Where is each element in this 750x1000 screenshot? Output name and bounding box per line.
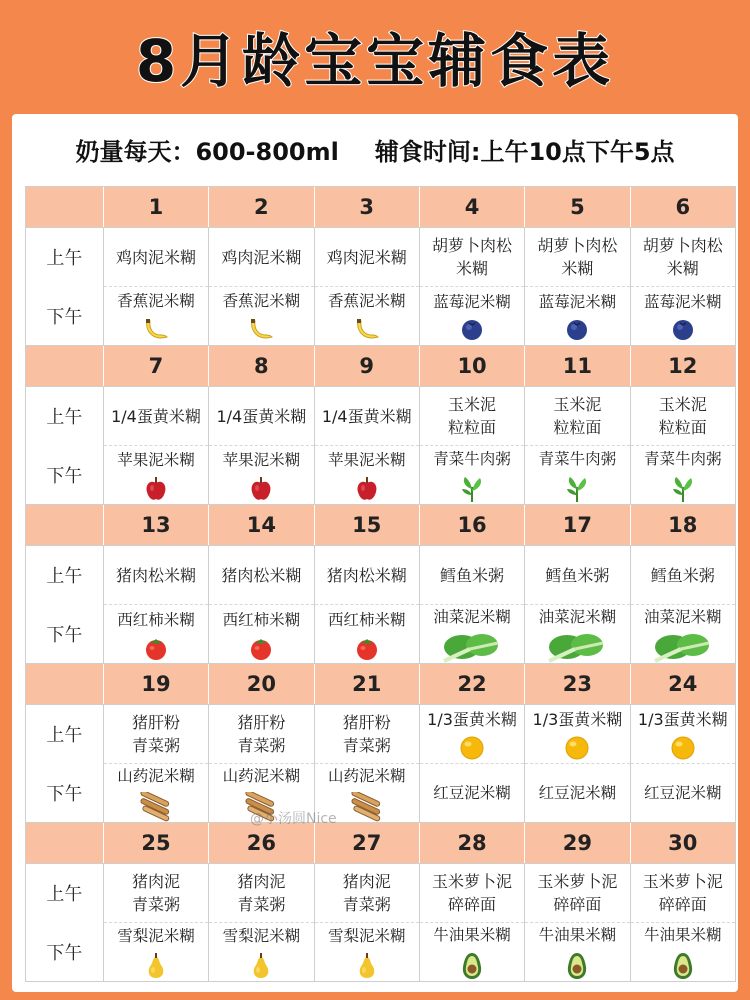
am-meal — [420, 387, 524, 446]
day-number: 17 — [525, 505, 630, 545]
info-bar — [12, 114, 738, 184]
pm-meal-text: 油菜泥米糊 — [538, 607, 617, 626]
yolk-icon — [459, 735, 485, 761]
day-number: 18 — [668, 513, 698, 537]
day-column — [104, 546, 209, 663]
blueberry-icon — [671, 318, 695, 342]
pm-meal-text: 青菜牛肉粥 — [644, 449, 722, 468]
day-number: 21 — [315, 664, 420, 704]
am-meal-text: 玉米泥 粒粒面 — [448, 395, 497, 437]
watermark: @小汤圆Nice — [250, 811, 337, 827]
am-meal-text: 1/3蛋黄米糊 — [637, 709, 728, 729]
day-number: 13 — [104, 505, 209, 545]
day-number: 11 — [525, 346, 630, 386]
am-meal-text: 玉米萝卜泥 碎碎面 — [537, 872, 618, 914]
day-column — [315, 546, 420, 663]
am-meal — [209, 387, 313, 446]
day-column — [104, 705, 209, 822]
pm-meal — [631, 287, 735, 345]
row-labels — [26, 228, 104, 345]
meal-grid — [25, 186, 736, 982]
am-meal — [631, 705, 735, 764]
pm-meal-text: 香蕉泥米糊 — [327, 291, 406, 310]
day-column — [315, 864, 420, 981]
pm-meal — [631, 446, 735, 504]
pm-meal — [209, 923, 313, 981]
day-number: 2 — [209, 187, 314, 227]
day-column — [525, 228, 630, 345]
am-meal-text: 猪肉泥 青菜粥 — [342, 872, 391, 914]
day-number: 9 — [315, 346, 420, 386]
pm-meal-text: 红豆泥米糊 — [433, 783, 511, 802]
am-meal — [631, 864, 735, 923]
bokchoy-icon — [651, 633, 715, 663]
greens-icon — [668, 475, 698, 503]
day-number: 8 — [209, 346, 314, 386]
am-meal — [315, 387, 419, 446]
pm-meal — [315, 605, 419, 663]
day-number: 20 — [209, 664, 314, 704]
day-number: 14 — [209, 505, 314, 545]
pm-meal — [315, 446, 419, 504]
day-number: 30 — [668, 831, 698, 855]
day-column — [209, 546, 314, 663]
day-number: 24 — [668, 672, 698, 696]
apple-icon — [144, 476, 168, 502]
am-meal-text: 1/3蛋黄米糊 — [427, 709, 517, 729]
day-number: 7 — [104, 346, 209, 386]
day-column — [420, 228, 525, 345]
banana-icon — [246, 317, 276, 343]
pm-meal-text: 雪梨泥米糊 — [117, 926, 195, 945]
am-meal — [525, 705, 629, 764]
day-column — [209, 864, 314, 981]
yolk-icon — [564, 735, 590, 761]
am-meal — [209, 228, 313, 287]
am-meal — [525, 228, 629, 287]
am-meal-text: 鳕鱼米粥 — [545, 565, 610, 585]
row-labels — [26, 546, 104, 663]
am-meal-text: 猪肉松米糊 — [326, 565, 407, 585]
pm-meal-text: 西红柿米糊 — [222, 610, 301, 629]
pm-meal-text: 蓝莓泥米糊 — [644, 292, 722, 311]
am-meal — [525, 546, 629, 605]
pm-meal-text: 红豆泥米糊 — [644, 783, 722, 802]
am-meal — [209, 705, 313, 764]
avocado-icon — [670, 951, 696, 981]
am-meal-text: 鸡肉泥米糊 — [221, 247, 302, 267]
pm-meal-text: 山药泥米糊 — [327, 766, 406, 785]
am-meal — [104, 228, 208, 287]
row-labels — [26, 864, 104, 981]
day-column — [631, 705, 735, 822]
am-meal — [525, 864, 629, 923]
am-meal-text: 猪肉松米糊 — [221, 565, 302, 585]
pear-icon — [249, 952, 273, 980]
pm-meal-text: 牛油果米糊 — [538, 925, 617, 944]
day-number: 27 — [315, 823, 420, 863]
banana-icon — [141, 317, 171, 343]
pm-meal-text: 蓝莓泥米糊 — [538, 292, 617, 311]
week-block — [25, 663, 736, 822]
am-meal-text: 玉米萝卜泥 碎碎面 — [642, 872, 723, 914]
week-block — [25, 822, 736, 982]
bokchoy-icon — [440, 633, 504, 663]
day-number: 4 — [420, 187, 525, 227]
pm-meal — [104, 764, 208, 822]
pm-meal-text: 西红柿米糊 — [327, 610, 406, 629]
am-label: 上午 — [46, 248, 83, 270]
day-column — [420, 864, 525, 981]
am-meal — [420, 705, 524, 764]
week-header — [26, 187, 735, 228]
pm-meal — [420, 923, 524, 981]
day-number: 6 — [675, 195, 691, 219]
tomato-icon — [143, 636, 169, 660]
am-meal — [525, 387, 629, 446]
week-block — [25, 186, 736, 345]
header-blank — [26, 823, 104, 863]
am-meal-text: 1/4蛋黄米糊 — [321, 406, 412, 426]
pear-icon — [355, 952, 379, 980]
day-number: 3 — [315, 187, 420, 227]
week-block — [25, 504, 736, 663]
am-meal-text: 猪肝粉 青菜粥 — [342, 713, 391, 755]
am-meal — [104, 387, 208, 446]
header-blank — [26, 664, 104, 704]
pm-meal — [209, 287, 313, 345]
am-meal — [420, 546, 524, 605]
day-column — [631, 864, 735, 981]
am-meal-text: 玉米萝卜泥 碎碎面 — [432, 872, 513, 914]
pm-label: 下午 — [46, 624, 83, 646]
pm-meal — [315, 923, 419, 981]
pm-meal-text: 雪梨泥米糊 — [222, 926, 301, 945]
am-meal — [420, 864, 524, 923]
day-column — [209, 228, 314, 345]
am-meal — [631, 546, 735, 605]
pm-meal-text: 香蕉泥米糊 — [117, 291, 195, 310]
day-column — [209, 705, 314, 822]
am-meal-text: 1/4蛋黄米糊 — [111, 406, 201, 426]
pm-meal-text: 苹果泥米糊 — [327, 450, 406, 469]
yam-icon — [347, 792, 387, 822]
day-number: 19 — [104, 664, 209, 704]
pm-label: 下午 — [46, 942, 83, 964]
pm-meal-text: 油菜泥米糊 — [433, 607, 511, 626]
pm-label: 下午 — [46, 306, 83, 328]
week-block — [25, 345, 736, 504]
pm-meal — [420, 764, 524, 822]
am-meal-text: 猪肝粉 青菜粥 — [237, 713, 286, 755]
am-meal — [631, 387, 735, 446]
pm-meal — [525, 923, 629, 981]
day-column — [315, 228, 420, 345]
avocado-icon — [564, 951, 590, 981]
pm-meal — [209, 446, 313, 504]
pm-meal-text: 西红柿米糊 — [117, 610, 195, 629]
day-column — [104, 387, 209, 504]
day-column — [525, 705, 630, 822]
day-number: 26 — [209, 823, 314, 863]
am-label: 上午 — [46, 407, 83, 429]
am-meal-text: 胡萝卜肉松 米糊 — [432, 236, 513, 278]
day-column — [525, 387, 630, 504]
am-meal — [315, 705, 419, 764]
day-column — [631, 387, 735, 504]
pm-meal — [104, 287, 208, 345]
tomato-icon — [248, 636, 274, 660]
pm-meal-text: 雪梨泥米糊 — [327, 926, 406, 945]
day-column — [420, 705, 525, 822]
pm-meal — [104, 923, 208, 981]
yam-icon — [136, 792, 176, 822]
am-meal-text: 猪肉松米糊 — [115, 565, 196, 585]
row-labels — [26, 705, 104, 822]
day-number: 29 — [525, 823, 630, 863]
day-number: 5 — [525, 187, 630, 227]
pm-meal — [104, 446, 208, 504]
pm-meal-text: 红豆泥米糊 — [538, 783, 617, 802]
am-meal-text: 鸡肉泥米糊 — [326, 247, 407, 267]
week-header — [26, 346, 735, 387]
row-labels — [26, 387, 104, 504]
am-meal-text: 猪肝粉 青菜粥 — [131, 713, 180, 755]
day-column — [209, 387, 314, 504]
day-column — [315, 705, 420, 822]
header-blank — [26, 187, 104, 227]
day-number: 16 — [420, 505, 525, 545]
pm-label: 下午 — [46, 783, 83, 805]
am-meal-text: 鸡肉泥米糊 — [115, 247, 196, 267]
pm-meal — [420, 446, 524, 504]
day-column — [420, 387, 525, 504]
day-column — [631, 546, 735, 663]
am-meal — [315, 546, 419, 605]
am-meal-text: 鳕鱼米粥 — [440, 565, 505, 585]
pm-meal — [420, 287, 524, 345]
pm-meal — [631, 923, 735, 981]
am-label: 上午 — [46, 884, 83, 906]
pm-meal — [315, 287, 419, 345]
yolk-icon — [670, 735, 696, 761]
am-meal — [420, 228, 524, 287]
banana-icon — [352, 317, 382, 343]
pm-meal — [420, 605, 524, 663]
pm-meal — [525, 446, 629, 504]
meal-time: 辅食时间:上午10点下午5点 — [374, 137, 675, 166]
day-number: 23 — [525, 664, 630, 704]
am-meal-text: 猪肉泥 青菜粥 — [237, 872, 286, 914]
meal-plan-card — [12, 114, 738, 992]
week-header — [26, 505, 735, 546]
pm-meal — [525, 287, 629, 345]
week-header — [26, 823, 735, 864]
pear-icon — [144, 952, 168, 980]
am-meal-text: 玉米泥 粒粒面 — [553, 395, 602, 437]
pm-meal — [209, 605, 313, 663]
am-meal-text: 玉米泥 粒粒面 — [658, 395, 707, 437]
apple-icon — [249, 476, 273, 502]
am-meal — [104, 864, 208, 923]
pm-meal-text: 青菜牛肉粥 — [433, 449, 511, 468]
am-meal-text: 胡萝卜肉松 米糊 — [642, 236, 723, 278]
am-meal — [631, 228, 735, 287]
apple-icon — [355, 476, 379, 502]
bokchoy-icon — [545, 633, 609, 663]
avocado-icon — [459, 951, 485, 981]
pm-meal — [525, 605, 629, 663]
day-number: 15 — [315, 505, 420, 545]
blueberry-icon — [460, 318, 484, 342]
day-number: 10 — [420, 346, 525, 386]
am-label: 上午 — [46, 725, 83, 747]
greens-icon — [562, 475, 592, 503]
day-number: 25 — [104, 823, 209, 863]
pm-meal — [631, 605, 735, 663]
day-number: 28 — [420, 823, 525, 863]
pm-meal-text: 牛油果米糊 — [433, 925, 511, 944]
pm-meal-text: 油菜泥米糊 — [644, 607, 722, 626]
am-meal-text: 鳕鱼米粥 — [650, 565, 715, 585]
am-meal-text: 1/3蛋黄米糊 — [532, 709, 623, 729]
blueberry-icon — [565, 318, 589, 342]
am-meal — [209, 864, 313, 923]
pm-meal-text: 苹果泥米糊 — [222, 450, 301, 469]
week-header — [26, 664, 735, 705]
header-blank — [26, 505, 104, 545]
pm-meal-text: 山药泥米糊 — [117, 766, 195, 785]
day-number: 1 — [104, 187, 209, 227]
pm-label: 下午 — [46, 465, 83, 487]
pm-meal-text: 香蕉泥米糊 — [222, 291, 301, 310]
pm-meal — [631, 764, 735, 822]
am-meal — [315, 228, 419, 287]
day-column — [631, 228, 735, 345]
am-label: 上午 — [46, 566, 83, 588]
pm-meal — [104, 605, 208, 663]
greens-icon — [457, 475, 487, 503]
am-meal-text: 猪肉泥 青菜粥 — [131, 872, 180, 914]
day-column — [525, 864, 630, 981]
am-meal — [209, 546, 313, 605]
day-column — [315, 387, 420, 504]
tomato-icon — [354, 636, 380, 660]
milk-amount: 奶量每天：600-800ml — [75, 137, 339, 166]
pm-meal-text: 苹果泥米糊 — [117, 450, 195, 469]
pm-meal-text: 山药泥米糊 — [222, 766, 301, 785]
pm-meal-text: 蓝莓泥米糊 — [433, 292, 511, 311]
header-blank — [26, 346, 104, 386]
day-column — [104, 228, 209, 345]
am-meal-text: 1/4蛋黄米糊 — [216, 406, 307, 426]
am-meal — [104, 705, 208, 764]
am-meal-text: 胡萝卜肉松 米糊 — [537, 236, 618, 278]
am-meal — [104, 546, 208, 605]
am-meal — [315, 864, 419, 923]
day-column — [525, 546, 630, 663]
day-column — [420, 546, 525, 663]
page-title: 8月龄宝宝辅食表 — [135, 27, 615, 95]
day-column — [104, 864, 209, 981]
pm-meal-text: 青菜牛肉粥 — [538, 449, 617, 468]
pm-meal-text: 牛油果米糊 — [644, 925, 722, 944]
pm-meal — [525, 764, 629, 822]
day-number: 22 — [420, 664, 525, 704]
day-number: 12 — [668, 354, 698, 378]
